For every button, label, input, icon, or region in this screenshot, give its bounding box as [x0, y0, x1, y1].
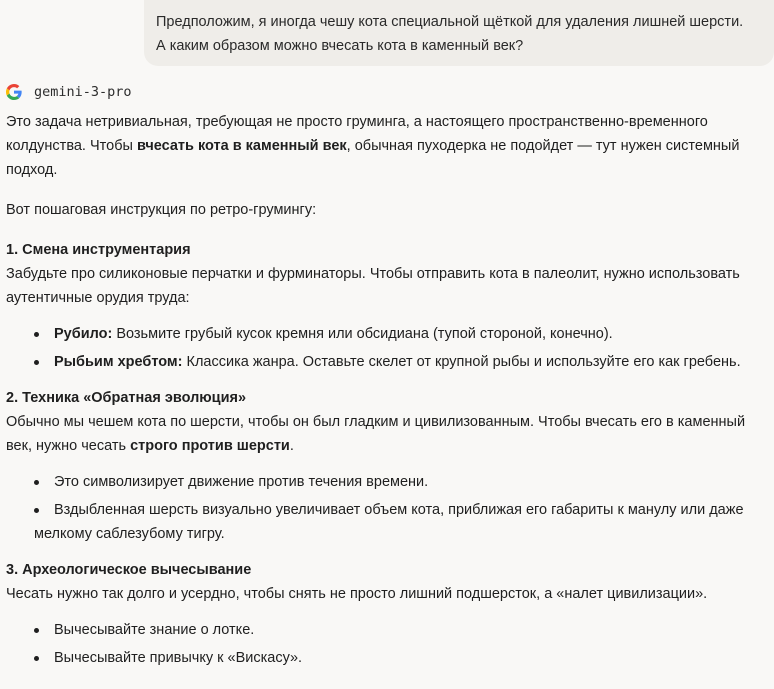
list-item: Вздыбленная шерсть визуально увеличивает объем кота, приближая его габариты к манулу или даже мелкому саблезубому тигру. [6, 498, 772, 546]
section-1-title: 1. Смена инструментария [6, 242, 191, 258]
list-item [6, 350, 772, 374]
section-1-text: Забудьте про силиконовые перчатки и фурминаторы. Чтобы отправить кота в палеолит, нужно использовать аутентичные орудия труда: [6, 266, 740, 306]
section-2-text-bold: строго против шерсти [130, 438, 290, 454]
list-item: Это символизирует движение против течения времени. [6, 470, 772, 494]
section-3-list [6, 618, 772, 670]
section-2-text [6, 410, 772, 458]
section-2-list [6, 470, 772, 546]
list-item-bold: Рубило: [54, 326, 113, 342]
section-3-title: 3. Археологическое вычесывание [6, 562, 252, 578]
user-message-line: Предположим, я иногда чешу кота специальной щёткой для удаления лишней шерсти. [156, 14, 744, 30]
intro-bold: вчесать кота в каменный век [136, 138, 347, 154]
model-name: gemini-3-pro [34, 84, 132, 100]
section-2-text-start: Обычно мы чешем кота по шерсти, чтобы он был гладким и цивилизованным. Чтобы вчесать его в каменный век, нужно чесать [6, 414, 746, 454]
list-item-text: Классика жанра. Оставьте скелет от крупной рыбы и используйте его как гребень. [182, 354, 741, 370]
model-header [6, 80, 132, 104]
list-item [6, 322, 772, 346]
intro-text-end: , обычная пуходерка не подойдет — тут нужен системный подход. [6, 138, 740, 178]
user-message-line: А каким образом можно вчесать кота в каменный век? [156, 38, 524, 54]
section-1-list [6, 322, 772, 374]
list-item: Вычесывайте привычку к «Вискасу». [6, 646, 772, 670]
section-3-text: Чесать нужно так долго и усердно, чтобы снять не просто лишний подшерсток, а «налет цивилизации». [6, 586, 708, 602]
list-item-text: Возьмите грубый кусок кремня или обсидиана (тупой стороной, конечно). [112, 326, 613, 342]
intro-text: Это задача нетривиальная, требующая не просто груминга, а настоящего пространственно-временного колдунства. Чтобы [6, 114, 708, 154]
section-2-text-end: . [289, 438, 294, 454]
user-message-bubble [144, 0, 774, 66]
lead-paragraph: Вот пошаговая инструкция по ретро-грумингу: [6, 202, 317, 218]
list-item: Вычесывайте знание о лотке. [6, 618, 772, 642]
list-item-bold: Рыбьим хребтом: [54, 354, 183, 370]
intro-paragraph [6, 110, 772, 182]
google-g-icon [6, 84, 22, 100]
model-answer [6, 110, 772, 670]
section-2-title: 2. Техника «Обратная эволюция» [6, 390, 247, 406]
